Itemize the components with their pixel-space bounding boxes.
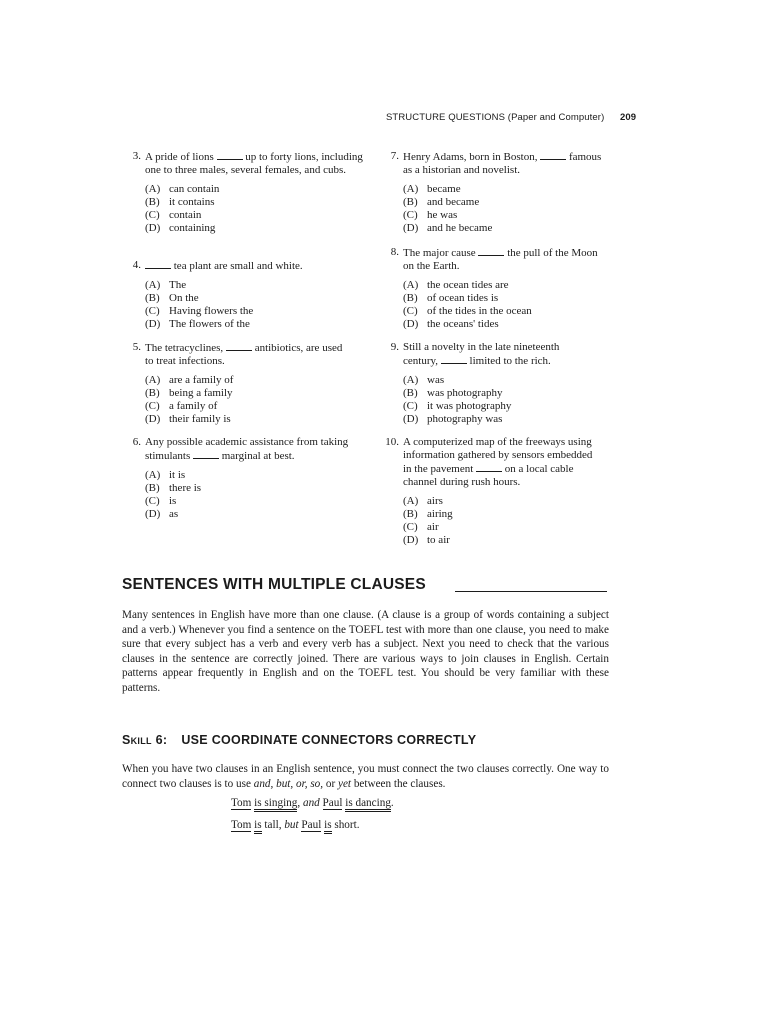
question-stem: A pride of lions up to forty lions, including one to three males, several females, and cubs. [145, 151, 363, 176]
subject: Tom [231, 797, 252, 809]
verb: is [324, 819, 331, 834]
section-paragraph: Many sentences in English have more than one clause. (A clause is a group of words containing a subject and a verb.) Whenever you find a sentence on the TOEFL test with more than one clause, you need to make sure that every subject has a verb and every verb has a subject. Next you need to check that the various clauses in the sentence are correctly joined. There are various ways to join clauses in English. Certain patterns appear frequently in English and on the TOEFL test. You should be very familiar with these patterns. [122, 609, 609, 694]
connector: but [284, 819, 299, 831]
option: (B) there is [145, 482, 202, 494]
verb: is dancing [345, 797, 391, 812]
option: (D) to air [403, 534, 450, 546]
option: (B) and became [403, 196, 480, 208]
question-stem: Any possible academic assistance from taking stimulants marginal at best. [145, 436, 349, 462]
option: (D) photography was [403, 413, 503, 425]
option: (D) The flowers of the [145, 318, 250, 330]
options [403, 495, 603, 547]
option: (A) airs [403, 495, 443, 507]
option: (A) the ocean tides are [403, 279, 509, 291]
connector: and [302, 797, 320, 809]
question-stem: tea plant are small and white. [145, 259, 367, 273]
option: (A) The [145, 279, 187, 291]
answer-blank [145, 259, 171, 269]
skill-paragraph: When you have two clauses in an English sentence, you must connect the two clauses correctly. One way to connect two clauses is to use and, but, or, so, or yet between the clauses. [122, 763, 609, 790]
answer-blank [226, 341, 252, 351]
option: (A) can contain [145, 183, 220, 195]
skill-heading [122, 733, 476, 747]
option: (B) airing [403, 508, 453, 520]
option: (A) it is [145, 469, 186, 481]
question-10 [385, 436, 603, 547]
running-head [386, 112, 637, 123]
options [145, 469, 355, 521]
example-sentence-1: Tom is singing, and Paul is dancing. [231, 797, 394, 809]
question-number: 4. [132, 259, 141, 271]
question-number: 5. [132, 341, 141, 353]
skill-label: Skill 6: [122, 733, 168, 747]
option: (D) and he became [403, 222, 493, 234]
answer-blank [441, 354, 467, 364]
option: (A) are a family of [145, 374, 234, 386]
option: (B) On the [145, 292, 199, 304]
question-stem: The tetracyclines, antibiotics, are used to treat infections. [145, 342, 343, 367]
option: (B) it contains [145, 196, 215, 208]
option: (D) containing [145, 222, 216, 234]
question-4 [132, 259, 367, 331]
question-number: 7. [390, 150, 399, 162]
option: (A) was [403, 374, 445, 386]
options [145, 279, 367, 331]
option: (B) of ocean tides is [403, 292, 499, 304]
section-rule [455, 591, 607, 592]
options [403, 183, 603, 235]
options [403, 374, 588, 426]
question-stem: The major cause the pull of the Moon on the Earth. [403, 247, 598, 272]
option: (D) as [145, 508, 179, 520]
options [145, 183, 367, 235]
subject: Paul [301, 819, 322, 831]
option: (D) the oceans' tides [403, 318, 499, 330]
option: (C) Having flowers the [145, 305, 254, 317]
question-5 [132, 341, 350, 426]
answer-blank [476, 462, 502, 472]
option: (C) contain [145, 209, 202, 221]
option: (C) is [145, 495, 177, 507]
answer-blank [217, 150, 243, 160]
question-9 [390, 341, 588, 426]
option: (C) it was photography [403, 400, 512, 412]
page-number: 209 [620, 112, 637, 123]
option: (C) air [403, 521, 439, 533]
subject: Tom [231, 819, 252, 831]
options [145, 374, 350, 426]
answer-blank [478, 246, 504, 256]
question-stem: Still a novelty in the late nineteenth century, limited to the rich. [403, 341, 560, 367]
option: (C) of the tides in the ocean [403, 305, 532, 317]
question-number: 10. [385, 436, 399, 448]
verb: is singing [254, 797, 297, 812]
question-stem: A computerized map of the freeways using information gathered by sensors embedded in the pavement on a local cable channel during rush hours. [403, 436, 593, 488]
skill-title: USE COORDINATE CONNECTORS CORRECTLY [181, 733, 477, 747]
verb: is [254, 819, 261, 834]
question-number: 9. [390, 341, 399, 353]
question-3 [132, 150, 367, 235]
option: (C) he was [403, 209, 458, 221]
question-stem: Henry Adams, born in Boston, famous as a historian and novelist. [403, 151, 602, 176]
options [403, 279, 603, 331]
answer-blank [193, 449, 219, 459]
example-sentence-2: Tom is tall, but Paul is short. [231, 819, 360, 831]
question-number: 6. [132, 436, 141, 448]
option: (D) their family is [145, 413, 231, 425]
answer-blank [540, 150, 566, 160]
question-number: 8. [390, 246, 399, 258]
question-number: 3. [132, 150, 141, 162]
option: (A) became [403, 183, 461, 195]
section-title: SENTENCES WITH MULTIPLE CLAUSES [122, 576, 426, 593]
option: (B) being a family [145, 387, 233, 399]
subject: Paul [322, 797, 343, 809]
option: (C) a family of [145, 400, 218, 412]
question-7 [390, 150, 603, 235]
question-6 [132, 436, 355, 521]
running-title: STRUCTURE QUESTIONS (Paper and Computer) [386, 112, 605, 123]
question-8 [390, 246, 603, 331]
option: (B) was photography [403, 387, 503, 399]
